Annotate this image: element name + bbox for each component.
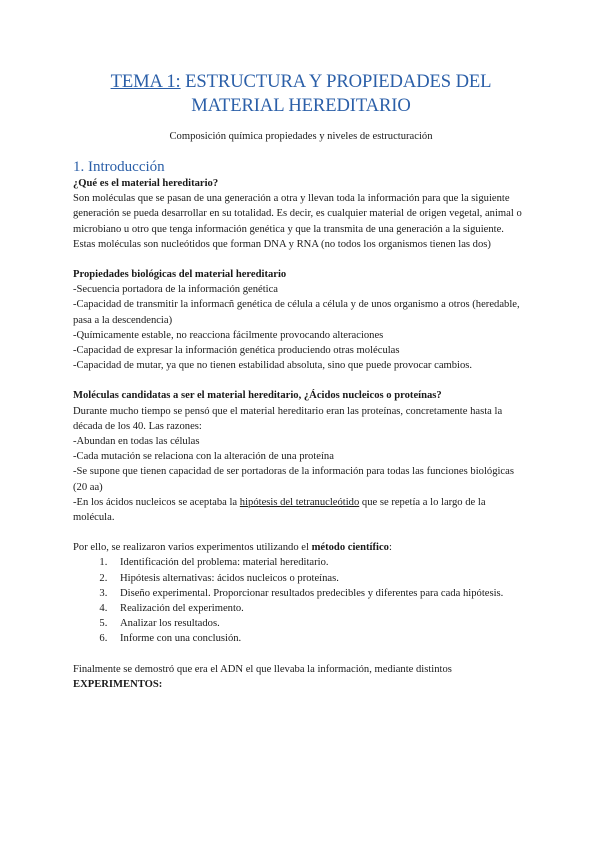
nucleic-text-post: que se repetía a lo largo de la molécula.	[73, 496, 486, 524]
method-intro	[73, 540, 529, 555]
candidate-reason-nucleic	[73, 495, 529, 525]
property-item: -Capacidad de transmitir la informacñ genética de célula a célula y de unos organismo a otros (heredable, pasa a la descendencia)	[73, 299, 520, 326]
section-body	[73, 176, 529, 692]
method-step: 1. Identificación del problema: material hereditario.	[110, 555, 529, 570]
method-step: 2. Hipótesis alternativas: ácidos nucleicos o proteínas.	[110, 571, 529, 586]
candidates-intro: Durante mucho tiempo se pensó que el material hereditario eran las proteínas, concretamente hasta la década de los 40. Las razones:	[73, 405, 503, 432]
properties-heading: Propiedades biológicas del material hereditario	[73, 269, 287, 281]
section-heading-introduccion: 1. Introducción	[73, 159, 165, 175]
title-text: ESTRUCTURA Y PROPIEDADES DEL MATERIAL HEREDITARIO	[180, 71, 492, 116]
candidate-reason: -Se supone que tienen capacidad de ser portadoras de la información para todas las funciones biológicas (20 aa)	[73, 466, 514, 493]
method-text-pre: Por ello, se realizaron varios experimentos utilizando el	[73, 542, 312, 554]
candidate-reason: -Abundan en todas las células	[73, 436, 200, 448]
property-item: -Químicamente estable, no reacciona fácilmente provocando alteraciones	[73, 329, 384, 341]
document-page	[73, 70, 529, 692]
candidates-heading: Moléculas candidatas a ser el material hereditario, ¿Ácidos nucleicos o proteínas?	[73, 390, 442, 402]
property-item: -Capacidad de expresar la información genética produciendo otras moléculas	[73, 345, 400, 357]
document-title	[73, 70, 529, 118]
method-text-post: :	[388, 542, 392, 554]
method-step: 5. Analizar los resultados.	[110, 616, 529, 631]
method-step: 6. Informe con una conclusión.	[110, 631, 529, 646]
question-paragraph-2: Estas moléculas son nucleótidos que forman DNA y RNA (no todos los organismos tienen las dos)	[73, 238, 491, 250]
property-item: -Secuencia portadora de la información genética	[73, 284, 279, 296]
title-tema: TEMA 1:	[110, 71, 181, 92]
question-paragraph-1: Son moléculas que se pasan de una generación a otra y llevan toda la información para que la siguiente generación se pueda desarrollar en su totalidad. Es decir, es cualquier material de origen vegetal, animal o microbiano u otro que tenga información genética y que la transmita de una generación a la siguiente.	[73, 193, 522, 235]
document-subtitle: Composición química propiedades y niveles de estructuración	[169, 131, 433, 142]
experiments-heading: EXPERIMENTOS:	[73, 678, 163, 690]
nucleic-text-pre: -En los ácidos nucleicos se aceptaba la	[73, 496, 240, 508]
method-step: 3. Diseño experimental. Proporcionar resultados predecibles y diferentes para cada hipótesis.	[110, 586, 529, 601]
property-item: -Capacidad de mutar, ya que no tienen estabilidad absoluta, sino que puede provocar cambios.	[73, 360, 473, 372]
method-bold: método científico	[311, 542, 389, 554]
tetranucleotide-hypothesis-link[interactable]: hipótesis del tetranucleótido	[239, 496, 360, 508]
final-paragraph: Finalmente se demostró que era el ADN el que llevaba la información, mediante distintos	[73, 663, 452, 675]
method-step: 4. Realización del experimento.	[110, 601, 529, 616]
candidate-reason: -Cada mutación se relaciona con la alteración de una proteína	[73, 451, 334, 463]
question-heading: ¿Qué es el material hereditario?	[73, 178, 219, 189]
method-steps-list	[73, 555, 529, 646]
